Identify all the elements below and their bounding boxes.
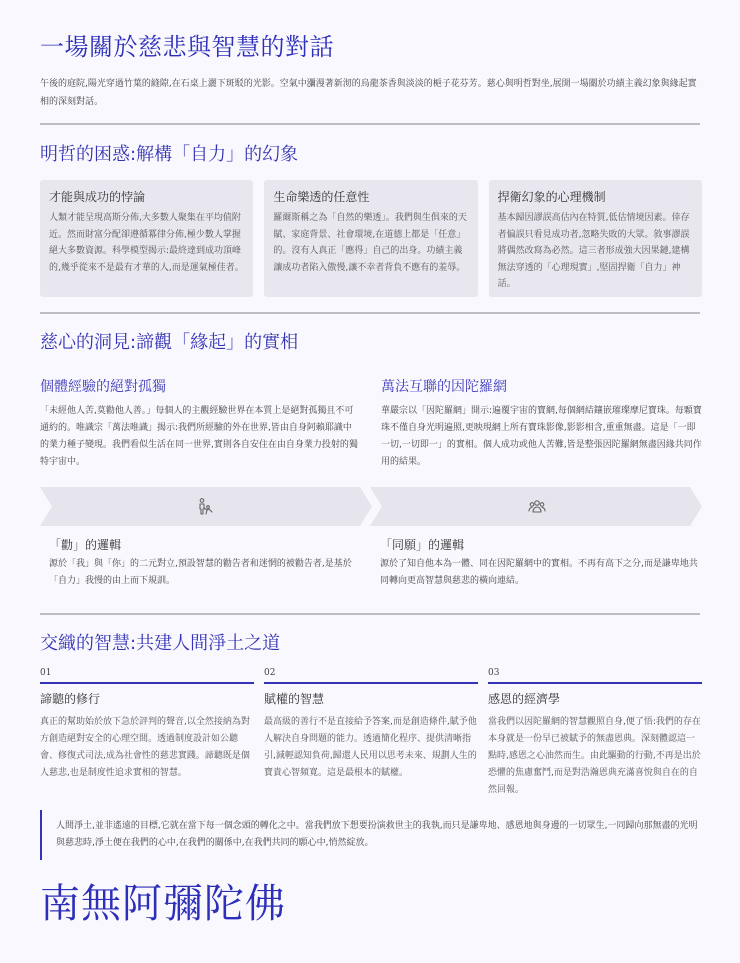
section-divider [40, 123, 700, 125]
step-text: 真正的幫助始於放下急於評判的聲音,以全然接納為對方創造絕對安全的心理空間。透過制度設計如公聽會、修復式司法,成為社會性的慈悲實踐。諦聽既是個人慈悲,也是制度性追求實相的智慧。 [40, 717, 250, 778]
card-title: 才能與成功的悖論 [49, 190, 146, 204]
logic-text-shared-vow: 源於了知自他本為一體、同在因陀羅網中的實相。不再有高下之分,而是謙卑地共同轉向更高智慧與慈悲的橫向連結。 [380, 559, 698, 586]
card-text: 基本歸因謬誤高估內在特質,低估情境因素。倖存者偏誤只看見成功者,忽略失敗的大眾。敘事謬誤將偶然改寫為必然。這三者形成強大因果鏈,建構無法穿透的「心理現實」,堅固捍衛「自力」神話。 [497, 213, 690, 289]
card-talent-paradox [40, 180, 253, 297]
card-life-lottery [264, 180, 477, 297]
step-number: 01 [40, 668, 52, 678]
step-number: 03 [488, 668, 500, 678]
section-divider [40, 613, 700, 615]
section-title-insight: 慈心的洞見:諦觀「緣起」的實相 [40, 332, 299, 353]
page-title: 一場關於慈悲與智慧的對話 [40, 33, 334, 61]
card-psych-mechanism [489, 180, 702, 297]
step-gratitude [488, 668, 702, 799]
section-title-interwoven: 交織的智慧:共建人間淨土之道 [40, 633, 281, 654]
step-text: 最高級的善行不是直接給予答案,而是創造條件,賦予他人解決自身問題的能力。透過簡化程序、提供清晰指引,減輕認知負荷,歸還人民用以思考未來、規劃人生的寶貴心智頻寬。這是最根本的賦權。 [264, 717, 477, 778]
card-text: 羅爾斯稱之為「自然的樂透」。我們與生俱來的天賦、家庭背景、社會環境,在道德上都是「任意」的。沒有人真正「應得」自己的出身。功績主義讓成功者陷入傲慢,讓不幸者背負不應有的羞辱。 [273, 213, 467, 273]
step-underline [488, 682, 702, 684]
step-title: 賦權的智慧 [264, 692, 325, 706]
person-helping-child-icon [195, 497, 215, 517]
subsection-title-isolation: 個體經驗的絕對孤獨 [40, 379, 166, 395]
logic-comparison-banner [40, 487, 702, 526]
logic-title-shared-vow: 「同願」的邏輯 [380, 538, 465, 552]
subsection-title-indra-net: 萬法互聯的因陀羅網 [381, 379, 507, 395]
step-title: 感恩的經濟學 [488, 692, 561, 706]
section-divider [40, 312, 700, 314]
step-listening [40, 668, 254, 799]
subsection-text-indra-net: 華嚴宗以「因陀羅網」開示:遍覆宇宙的寶網,每個網結鑲嵌璀璨摩尼寶珠。每顆寶珠不僅自身光明遍照,更映現網上所有寶珠影像,影影相含,重重無盡。這是「一即一切,一切即一」的實相。個人成功或他人苦難,皆是整張因陀羅網無盡因緣共同作用的結果。 [381, 406, 702, 467]
logic-title-persuasion: 「勸」的邏輯 [49, 538, 122, 552]
step-title: 諦聽的修行 [40, 692, 101, 706]
intro-paragraph: 午後的庭院,陽光穿過竹葉的縫隙,在石桌上灑下斑駁的光影。空氣中瀰漫著新沏的烏龍茶香與淡淡的梔子花芬芳。慈心與明哲對坐,展開一場關於功績主義幻象與緣起實相的深刻對話。 [40, 79, 697, 107]
chevron-persuasion [40, 487, 372, 526]
step-empowerment [264, 668, 478, 799]
logic-text-persuasion: 源於「我」與「你」的二元對立,預設智慧的勸告者和迷惘的被勸告者,是基於「自力」我慢的由上而下規訓。 [49, 559, 352, 586]
step-underline [40, 682, 254, 684]
step-number: 02 [264, 668, 276, 678]
card-title: 捍衛幻象的心理機制 [497, 190, 606, 204]
group-people-icon [527, 497, 547, 517]
step-underline [264, 682, 478, 684]
practice-steps [40, 668, 702, 799]
section-title-confusion: 明哲的困惑:解構「自力」的幻象 [40, 144, 299, 165]
paradox-cards [40, 180, 702, 297]
step-text: 當我們以因陀羅網的智慧觀照自身,便了悟:我們的存在本身就是一份早已被賦予的無盡恩典。深刻體認這一點時,感恩之心油然而生。由此驅動的行動,不再是出於恐懼的焦慮奮鬥,而是對浩瀚恩典充滿喜悅與自在的自然回報。 [488, 717, 701, 795]
closing-invocation: 南無阿彌陀佛 [40, 881, 286, 927]
chevron-shared-vow [370, 487, 702, 526]
subsection-text-isolation: 「未經他人苦,莫勸他人善。」每個人的主觀經驗世界在本質上是絕對孤獨且不可通約的。唯識宗「萬法唯識」揭示:我們所經驗的外在世界,皆由自身阿賴耶識中的業力種子變現。我們看似生活在同一世界,實則各自安住在由自身業力投射的獨特宇宙中。 [40, 406, 358, 467]
closing-quote: 人間淨土,並非遙遠的目標,它就在當下每一個念頭的轉化之中。當我們放下想要扮演救世主的我執,而只是謙卑地、感恩地與身邊的一切眾生,一同歸向那無盡的光明與慈悲時,淨土便在我們的心中,在我們的關係中,在我們共同的願心中,悄然綻放。 [40, 810, 700, 860]
card-text: 人類才能呈現高斯分佈,大多數人聚集在平均值附近。然而財富分配卻遵循冪律分佈,極少數人掌握絕大多數資源。科學模型揭示:最終達到成功頂峰的,幾乎從來不是最有才華的人,而是運氣極佳者。 [49, 213, 244, 273]
card-title: 生命樂透的任意性 [273, 190, 370, 204]
